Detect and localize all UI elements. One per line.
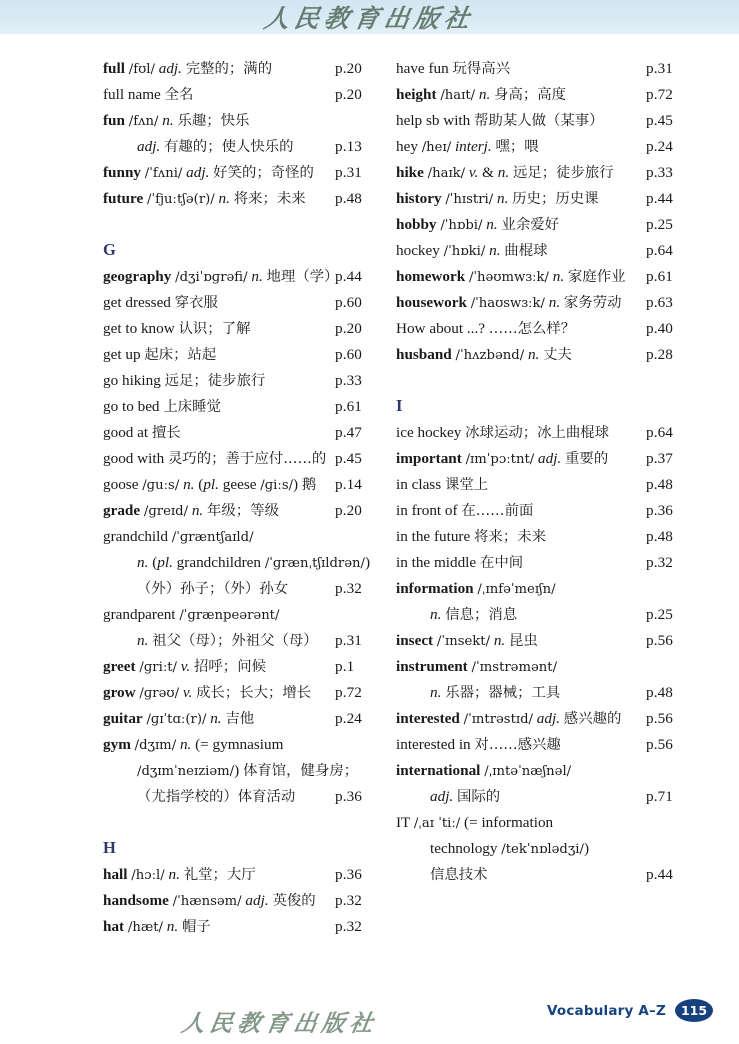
- vocabulary-entry: [396, 550, 686, 576]
- vocabulary-entry: [396, 420, 686, 446]
- footer-section-label: Vocabulary A–Z: [546, 1002, 666, 1019]
- entry-line: [103, 602, 385, 628]
- page-reference: p.25: [646, 606, 673, 623]
- page-reference: p.64: [646, 424, 673, 441]
- vocabulary-entry: [103, 706, 385, 732]
- page-reference: p.64: [646, 242, 673, 259]
- page-reference: p.56: [646, 710, 673, 727]
- publisher-logo-bottom: 人民教育出版社: [179, 1010, 380, 1037]
- vocabulary-entry: [396, 56, 686, 82]
- entry-text: insect /ˈɪnsekt/ n. 昆虫: [396, 632, 538, 649]
- page-reference: p.44: [646, 866, 673, 883]
- entry-line: [396, 82, 686, 108]
- page-reference: p.44: [335, 268, 362, 285]
- section-letter-h: H: [103, 838, 116, 857]
- vocabulary-entry: [103, 82, 385, 108]
- entry-line: [103, 290, 385, 316]
- entry-line: [396, 108, 686, 134]
- entry-text: n. (pl. grandchildren /ˈɡrænˌtʃɪldrən/): [137, 554, 371, 571]
- publisher-logo-top: 人民教育出版社: [261, 4, 477, 33]
- vocabulary-entry: [103, 914, 385, 940]
- page-reference: p.1: [335, 658, 355, 675]
- entry-line: [103, 342, 385, 368]
- page-reference: p.72: [335, 684, 362, 701]
- page-number-badge: 115: [675, 999, 713, 1022]
- vocabulary-column-right: [396, 56, 686, 888]
- entry-text: greet /ɡriːt/ v. 招呼；问候: [103, 658, 266, 675]
- vocabulary-entry: [396, 342, 686, 368]
- entry-text: have fun 玩得高兴: [396, 60, 511, 77]
- entry-text: good at 擅长: [103, 424, 181, 441]
- entry-line: [103, 862, 385, 888]
- entry-line: [103, 888, 385, 914]
- section-gap: [103, 212, 385, 228]
- entry-text: interested /ˈɪntrəstɪd/ adj. 感兴趣的: [396, 710, 622, 727]
- entry-line: [396, 836, 686, 862]
- entry-text: grow /ɡrəʊ/ v. 成长；长大；增长: [103, 684, 312, 701]
- vocabulary-entry: [396, 472, 686, 498]
- footer: [547, 999, 713, 1022]
- vocabulary-entry: [103, 368, 385, 394]
- entry-text: goose /ɡuːs/ n. (pl. geese /ɡiːs/) 鹅: [103, 476, 317, 493]
- entry-text: go hiking 远足；徒步旅行: [103, 372, 266, 389]
- vocabulary-entry: [103, 290, 385, 316]
- entry-line: [103, 784, 385, 810]
- entry-text: hike /haɪk/ v. & n. 远足；徒步旅行: [396, 164, 614, 181]
- page-reference: p.61: [646, 268, 673, 285]
- entry-line: [396, 134, 686, 160]
- section-letter-i: I: [396, 396, 403, 415]
- entry-text: housework /ˈhaʊswɜːk/ n. 家务劳动: [396, 294, 622, 311]
- page-reference: p.71: [646, 788, 673, 805]
- entry-text: interested in 对……感兴趣: [396, 736, 561, 753]
- vocabulary-entry: [396, 446, 686, 472]
- entry-text: adj. 有趣的；使人快乐的: [137, 138, 294, 155]
- entry-line: [103, 654, 385, 680]
- entry-line: [103, 186, 385, 212]
- vocabulary-entry: [396, 134, 686, 160]
- entry-text: gym /dʒɪm/ n. (= gymnasium: [103, 736, 284, 753]
- vocabulary-entry: [396, 290, 686, 316]
- entry-text: help sb with 帮助某人做（某事）: [396, 112, 604, 129]
- entry-text: husband /ˈhʌzbənd/ n. 丈夫: [396, 346, 572, 363]
- entry-text: （外）孙子；（外）孙女: [137, 581, 289, 597]
- header-watermark-band: [0, 0, 739, 34]
- entry-text: grade /ɡreɪd/ n. 年级；等级: [103, 502, 279, 519]
- entry-text: ice hockey 冰球运动；冰上曲棍球: [396, 424, 610, 441]
- entry-line: [103, 82, 385, 108]
- entry-line: [103, 446, 385, 472]
- page-reference: p.32: [335, 892, 362, 909]
- page-reference: p.44: [646, 190, 673, 207]
- entry-text: homework /ˈhəʊmwɜːk/ n. 家庭作业: [396, 268, 626, 285]
- vocabulary-entry: [396, 706, 686, 732]
- vocabulary-entry: [396, 732, 686, 758]
- entry-text: hockey /ˈhɒki/ n. 曲棍球: [396, 242, 548, 259]
- entry-line: [396, 680, 686, 706]
- page-reference: p.60: [335, 346, 362, 363]
- entry-text: geography /dʒiˈɒɡrəfi/ n. 地理（学）: [103, 268, 339, 285]
- entry-text: hall /hɔːl/ n. 礼堂；大厅: [103, 866, 256, 883]
- vocabulary-entry: [103, 732, 385, 810]
- vocabulary-entry: [396, 576, 686, 628]
- page-reference: p.72: [646, 86, 673, 103]
- entry-text: How about ...? ……怎么样？: [396, 320, 576, 337]
- entry-line: [103, 550, 385, 576]
- vocabulary-entry: [103, 108, 385, 160]
- entry-text: height /haɪt/ n. 身高；高度: [396, 86, 567, 103]
- entry-text: （尤指学校的）体育活动: [137, 789, 296, 805]
- vocabulary-entry: [103, 264, 385, 290]
- entry-line: [103, 706, 385, 732]
- entry-line: [103, 316, 385, 342]
- entry-text: go to bed 上床睡觉: [103, 398, 221, 415]
- page-reference: p.32: [335, 580, 362, 597]
- vocabulary-entry: [396, 654, 686, 706]
- page-reference: p.20: [335, 320, 362, 337]
- vocabulary-entry: [103, 680, 385, 706]
- page-reference: p.45: [335, 450, 362, 467]
- entry-text: in front of 在……前面: [396, 502, 534, 519]
- entry-line: [103, 914, 385, 940]
- page-reference: p.56: [646, 736, 673, 753]
- entry-line: [396, 576, 686, 602]
- entry-line: [396, 238, 686, 264]
- entry-text: n. 乐器；器械；工具: [430, 684, 561, 701]
- page-reference: p.48: [335, 190, 362, 207]
- page-reference: p.14: [335, 476, 362, 493]
- vocabulary-entry: [103, 888, 385, 914]
- entry-text: future /ˈfjuːtʃə(r)/ n. 将来；未来: [103, 190, 306, 207]
- entry-text: in the future 将来；未来: [396, 528, 546, 545]
- entry-text: international /ˌɪntəˈnæʃnəl/: [396, 762, 572, 779]
- entry-text: good with 灵巧的；善于应付……的: [103, 450, 327, 467]
- entry-line: [396, 862, 686, 888]
- entry-text: n. 信息；消息: [430, 606, 518, 623]
- entry-text: history /ˈhɪstri/ n. 历史；历史课: [396, 190, 599, 207]
- page-reference: p.56: [646, 632, 673, 649]
- vocabulary-entry: [103, 472, 385, 498]
- entry-line: [396, 290, 686, 316]
- page-reference: p.20: [335, 60, 362, 77]
- entry-text: instrument /ˈɪnstrəmənt/: [396, 658, 558, 675]
- page-reference: p.61: [335, 398, 362, 415]
- entry-line: [103, 420, 385, 446]
- page-reference: p.20: [335, 86, 362, 103]
- page-reference: p.37: [646, 450, 673, 467]
- vocabulary-entry: [103, 186, 385, 212]
- entry-text: grandparent /ˈɡrænpeərənt/: [103, 606, 280, 623]
- entry-line: [396, 524, 686, 550]
- entry-line: [396, 342, 686, 368]
- page-reference: p.36: [335, 866, 362, 883]
- page-reference: p.63: [646, 294, 673, 311]
- vocabulary-entry: [396, 316, 686, 342]
- vocabulary-entry: [103, 160, 385, 186]
- page-reference: p.32: [335, 918, 362, 935]
- entry-text: IT /ˌaɪ ˈtiː/ (= information: [396, 814, 554, 831]
- entry-text: in the middle 在中间: [396, 554, 524, 571]
- entry-text: hobby /ˈhɒbi/ n. 业余爱好: [396, 216, 559, 233]
- entry-text: hey /heɪ/ interj. 嘿；喂: [396, 138, 539, 155]
- entry-line: [396, 758, 686, 784]
- vocabulary-entry: [103, 394, 385, 420]
- entry-line: [396, 602, 686, 628]
- entry-line: [396, 56, 686, 82]
- vocabulary-entry: [103, 602, 385, 654]
- entry-text: full /fʊl/ adj. 完整的；满的: [103, 60, 273, 77]
- entry-text: get dressed 穿衣服: [103, 294, 218, 311]
- entry-text: n. 祖父（母）；外祖父（母）: [137, 632, 318, 649]
- page-reference: p.33: [646, 164, 673, 181]
- page-reference: p.33: [335, 372, 362, 389]
- page-reference: p.36: [646, 502, 673, 519]
- vocabulary-entry: [396, 758, 686, 810]
- vocabulary-entry: [103, 524, 385, 602]
- page-reference: p.31: [335, 632, 362, 649]
- page-reference: p.48: [646, 684, 673, 701]
- entry-line: [396, 446, 686, 472]
- section-letter-g: G: [103, 240, 116, 259]
- vocabulary-entry: [396, 498, 686, 524]
- entry-line: [396, 628, 686, 654]
- entry-line: [103, 732, 385, 758]
- section-gap: [103, 810, 385, 826]
- page-reference: p.28: [646, 346, 673, 363]
- page-reference: p.60: [335, 294, 362, 311]
- vocabulary-entry: [396, 82, 686, 108]
- entry-text: hat /hæt/ n. 帽子: [103, 918, 211, 935]
- entry-line: [396, 654, 686, 680]
- entry-line: [396, 550, 686, 576]
- entry-line: [103, 758, 385, 784]
- vocabulary-entry: [396, 212, 686, 238]
- entry-line: [396, 160, 686, 186]
- entry-line: [396, 784, 686, 810]
- entry-line: [103, 160, 385, 186]
- page-reference: p.47: [335, 424, 362, 441]
- entry-text: information /ˌɪnfəˈmeɪʃn/: [396, 580, 556, 597]
- entry-line: [103, 56, 385, 82]
- vocabulary-entry: [396, 810, 686, 888]
- page-reference: p.13: [335, 138, 362, 155]
- entry-line: [396, 810, 686, 836]
- entry-line: [396, 212, 686, 238]
- page-reference: p.24: [646, 138, 673, 155]
- page-reference: p.31: [335, 164, 362, 181]
- entry-text: get to know 认识；了解: [103, 320, 251, 337]
- page-reference: p.48: [646, 528, 673, 545]
- entry-text: /dʒɪmˈneɪziəm/) 体育馆，健身房；: [137, 762, 359, 779]
- vocabulary-entry: [103, 420, 385, 446]
- entry-line: [103, 628, 385, 654]
- entry-text: guitar /ɡɪˈtɑː(r)/ n. 吉他: [103, 710, 255, 727]
- entry-line: [103, 472, 385, 498]
- entry-line: [103, 524, 385, 550]
- vocabulary-entry: [396, 524, 686, 550]
- page-reference: p.25: [646, 216, 673, 233]
- vocabulary-entry: [396, 264, 686, 290]
- vocabulary-entry: [396, 160, 686, 186]
- entry-line: [103, 264, 385, 290]
- entry-text: in class 课堂上: [396, 476, 489, 493]
- vocabulary-entry: [103, 498, 385, 524]
- page-reference: p.31: [646, 60, 673, 77]
- page-reference: p.40: [646, 320, 673, 337]
- entry-text: handsome /ˈhænsəm/ adj. 英俊的: [103, 892, 316, 909]
- vocabulary-entry: [103, 342, 385, 368]
- entry-line: [396, 264, 686, 290]
- vocabulary-entry: [396, 186, 686, 212]
- page-reference: p.24: [335, 710, 362, 727]
- page-reference: p.20: [335, 502, 362, 519]
- vocabulary-entry: [396, 108, 686, 134]
- entry-line: [396, 186, 686, 212]
- page-reference: p.48: [646, 476, 673, 493]
- entry-text: grandchild /ˈɡræntʃaɪld/: [103, 528, 254, 545]
- entry-text: important /ɪmˈpɔːtnt/ adj. 重要的: [396, 450, 609, 467]
- entry-text: get up 起床；站起: [103, 346, 217, 363]
- entry-line: [396, 420, 686, 446]
- entry-line: [396, 316, 686, 342]
- entry-line: [103, 576, 385, 602]
- entry-line: [396, 732, 686, 758]
- entry-line: [103, 680, 385, 706]
- entry-line: [396, 706, 686, 732]
- vocabulary-entry: [103, 316, 385, 342]
- page-reference: p.36: [335, 788, 362, 805]
- page-reference: p.32: [646, 554, 673, 571]
- entry-line: [103, 498, 385, 524]
- vocabulary-entry: [103, 862, 385, 888]
- entry-line: [103, 134, 385, 160]
- entry-line: [396, 498, 686, 524]
- page-reference: p.45: [646, 112, 673, 129]
- vocabulary-entry: [396, 628, 686, 654]
- entry-line: [103, 368, 385, 394]
- entry-text: technology /tekˈnɒlədʒi/): [430, 840, 590, 857]
- section-gap: [396, 368, 686, 384]
- vocabulary-entry: [396, 238, 686, 264]
- entry-text: full name 全名: [103, 86, 194, 103]
- vocabulary-entry: [103, 56, 385, 82]
- entry-line: [103, 108, 385, 134]
- vocabulary-entry: [103, 446, 385, 472]
- vocabulary-entry: [103, 654, 385, 680]
- entry-line: [103, 394, 385, 420]
- vocabulary-column-left: [103, 56, 385, 940]
- entry-text: fun /fʌn/ n. 乐趣；快乐: [103, 112, 250, 129]
- entry-text: 信息技术: [430, 867, 488, 883]
- entry-text: adj. 国际的: [430, 788, 501, 805]
- entry-text: funny /ˈfʌni/ adj. 好笑的；奇怪的: [103, 164, 314, 181]
- entry-line: [396, 472, 686, 498]
